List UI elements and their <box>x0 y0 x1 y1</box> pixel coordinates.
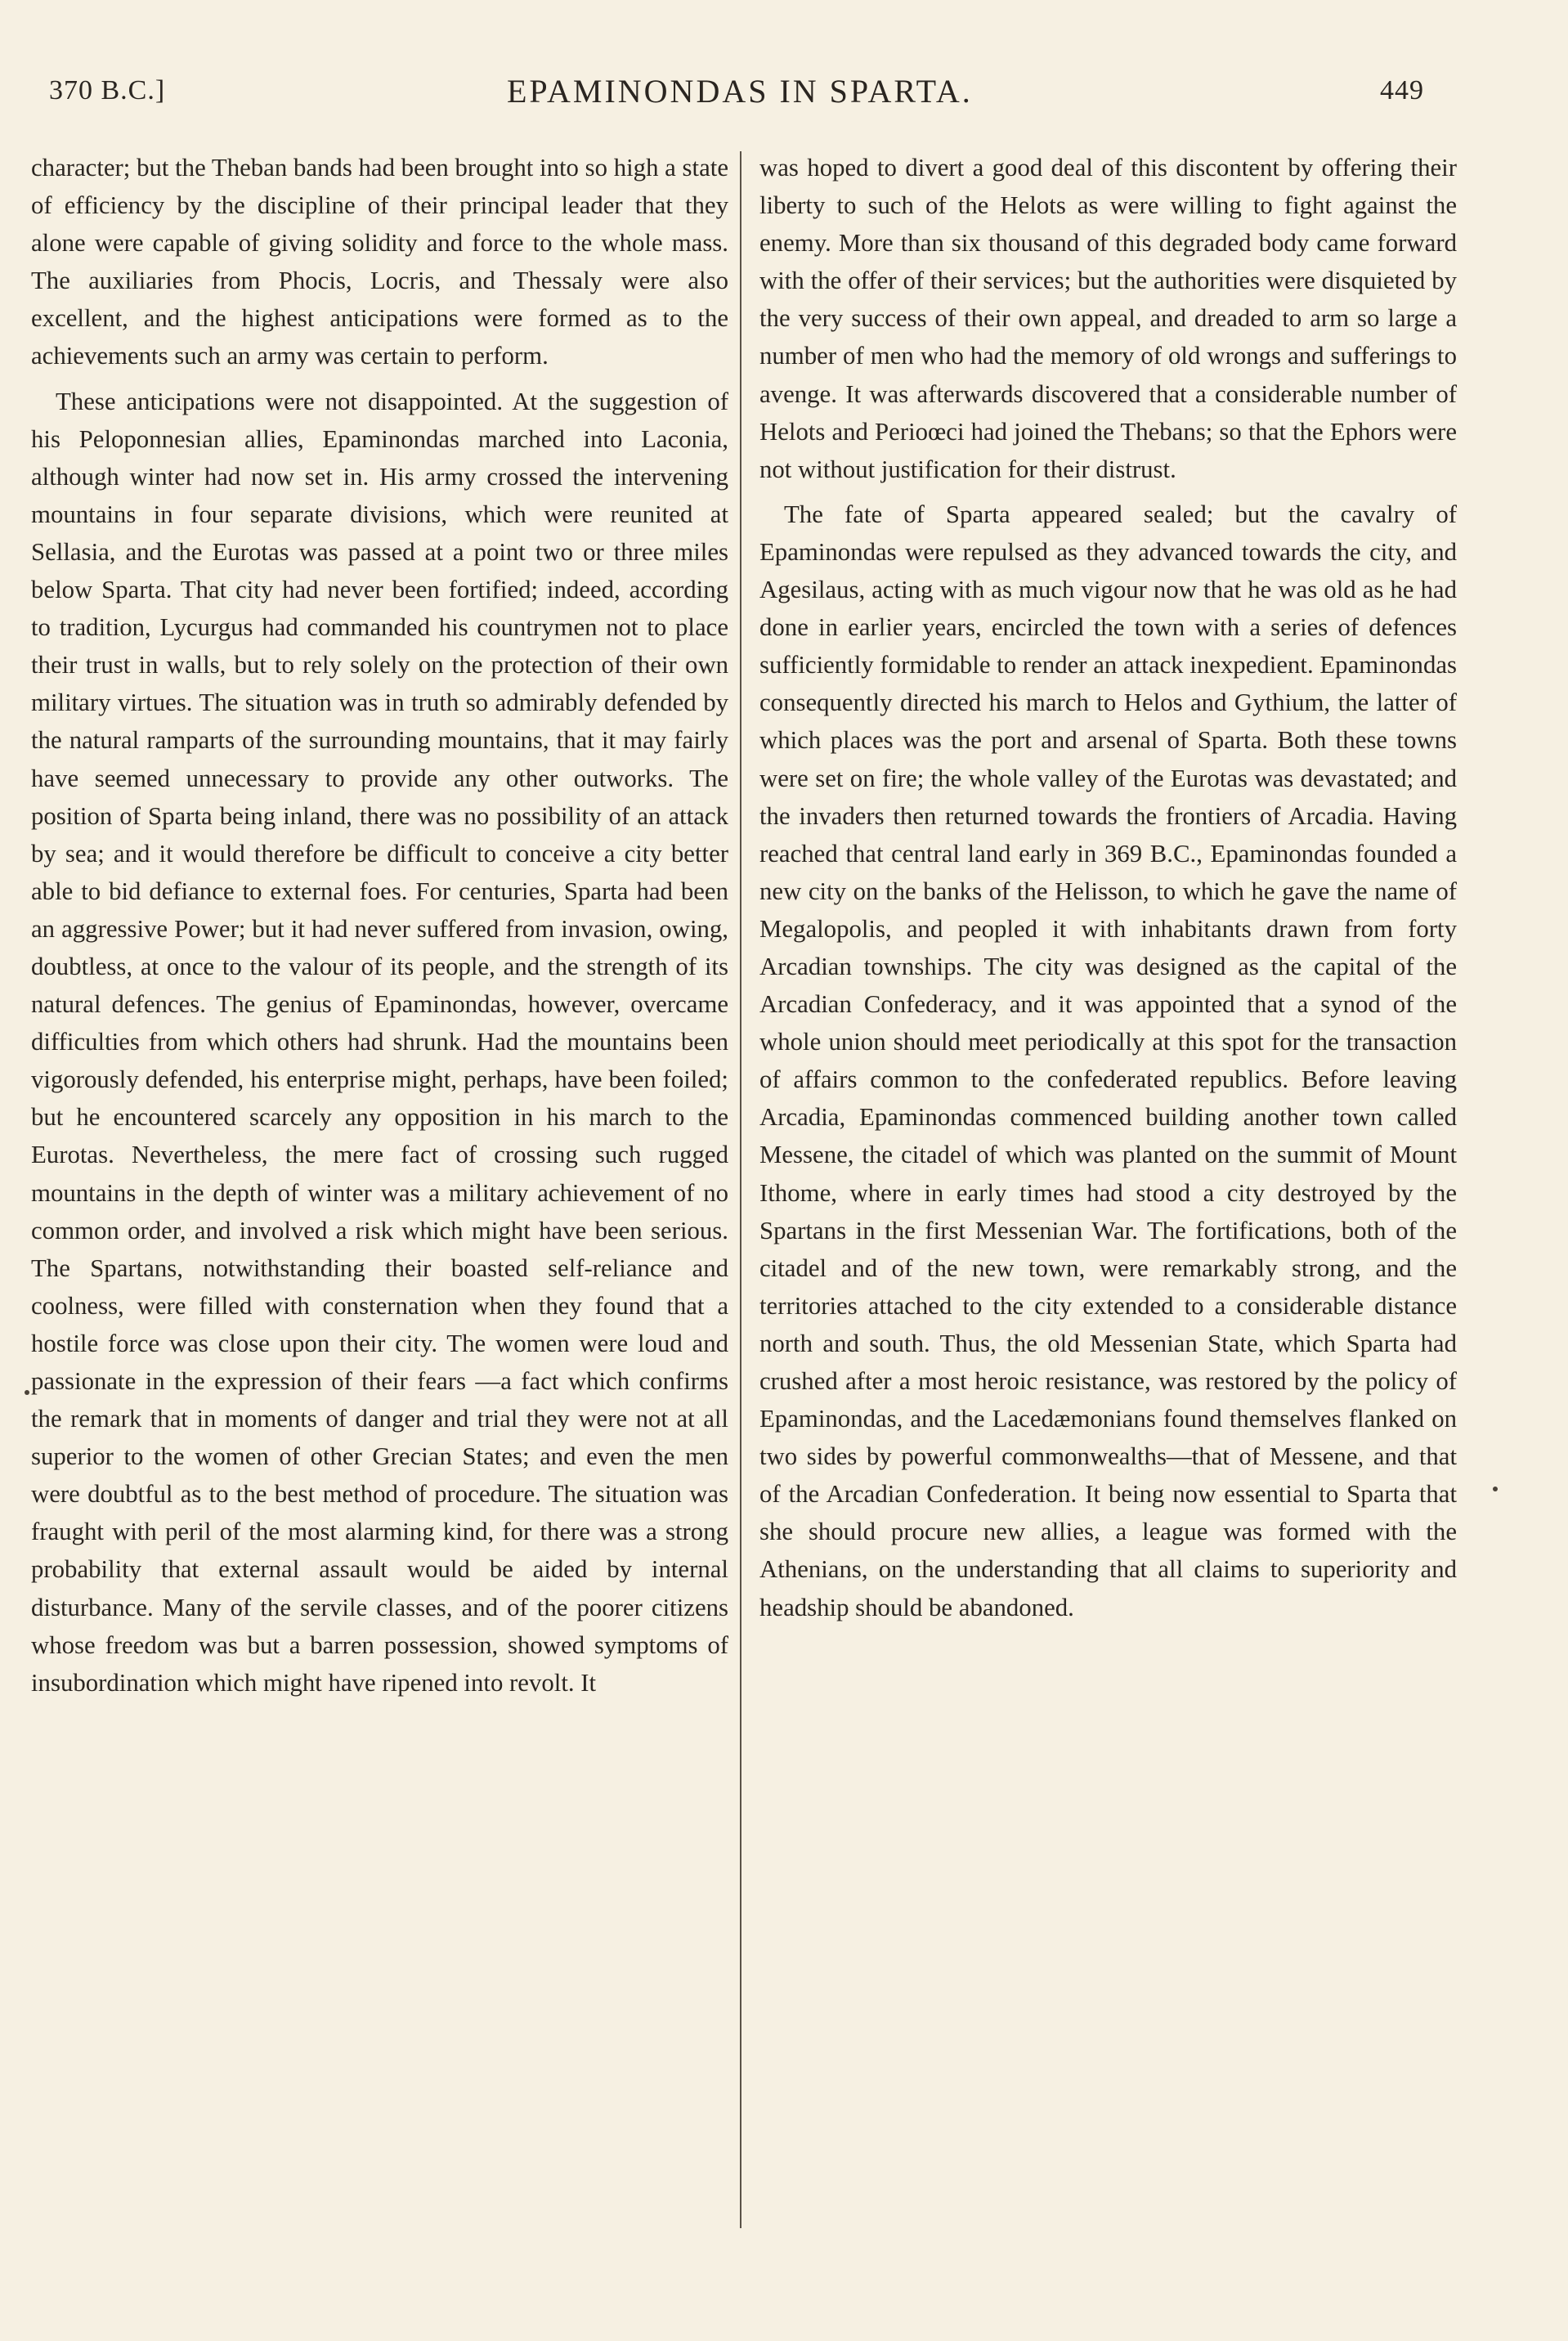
header-date: 370 B.C.] <box>49 75 166 105</box>
header-title: EPAMINONDAS IN SPARTA. <box>507 73 973 110</box>
paragraph: character; but the Theban bands had been brought into so high a state of efficiency by the discipline of their principal leader that they alone were capable of giving solidity and force to the whole mass. The auxiliaries from Phocis, Locris, and Thessaly were also excellent, and the highest anticipations were formed as to the achievements such an army was certain to perform. <box>31 154 728 370</box>
page-number: 449 <box>1380 75 1424 105</box>
left-column <box>31 149 728 1702</box>
running-header <box>49 72 1439 121</box>
column-divider <box>740 151 741 2228</box>
paragraph: was hoped to divert a good deal of this discontent by offering their liberty to such of the Helots as were willing to fight against the enemy. More than six thousand of this degraded body came forward with the offer of their services; but the authorities were disquieted by the very success of their own appeal, and dreaded to arm so large a number of men who had the memory of old wrongs and sufferings to avenge. It was afterwards discovered that a considerable number of Helots and Perioœci had joined the Thebans; so that the Ephors were not without justification for their distrust. <box>759 154 1457 483</box>
margin-mark <box>1493 1487 1498 1491</box>
paragraph: These anticipations were not disappointed. At the suggestion of his Peloponnesian allies, Epaminondas marched into Laconia, although winter had now set in. His army crossed the intervening mountains in four separate divisions, which were reunited at Sellasia, and the Eurotas was passed at a point two or three miles below Sparta. That city had never been fortified; indeed, according to tradition, Lycurgus had commanded his countrymen not to place their trust in walls, but to rely solely on the protection of their own military virtues. The situation was in truth so admirably defended by the natural ramparts of the surrounding mountains, that it may fairly have seemed unnecessary to provide any other outworks. The position of Sparta being inland, there was no possibility of an attack by sea; and it would therefore be difficult to conceive a city better able to bid defiance to external foes. For centuries, Sparta had been an aggressive Power; but it had never suffered from invasion, owing, doubtless, at once to the valour of its people, and the strength of its natural defences. The genius of Epaminondas, however, overcame difficulties from which others had shrunk. Had the mountains been vigorously defended, his enterprise might, perhaps, have been foiled; but he encountered scarcely any opposition in his march to the Eurotas. Nevertheless, the mere fact of crossing such rugged mountains in the depth of winter was a military achievement of no common order, and involved a risk which might have been serious. The Spartans, notwithstanding their boasted self-reliance and coolness, were filled with consternation when they found that a hostile force was close upon their city. The women were loud and passionate in the expression of their fears —a fact which confirms the remark that in moments of danger and trial they were not at all superior to the women of other Grecian States; and even the men were doubtful as to the best method of procedure. The situation was fraught with peril of the most alarming kind, for there was a strong probability that external assault would be aided by internal disturbance. Many of the servile classes, and of the poorer citizens whose freedom was but a barren possession, showed symptoms of insubordination which might have ripened into revolt. It <box>31 387 728 1697</box>
right-column <box>759 149 1457 1626</box>
margin-mark <box>25 1390 29 1395</box>
paragraph: The fate of Sparta appeared sealed; but the cavalry of Epaminondas were repulsed as they advanced towards the city, and Agesilaus, acting with as much vigour now that he was old as he had done in earlier years, encircled the town with a series of defences sufficiently formidable to render an attack inexpedient. Epaminondas consequently directed his march to Helos and Gythium, the latter of which places was the port and arsenal of Sparta. Both these towns were set on fire; the whole valley of the Eurotas was devastated; and the invaders then returned towards the frontiers of Arcadia. Having reached that central land early in 369 B.C., Epaminondas founded a new city on the banks of the Helisson, to which he gave the name of Megalopolis, and peopled it with inhabitants drawn from forty Arcadian townships. The city was designed as the capital of the Arcadian Confederacy, and it was appointed that a synod of the whole union should meet periodically at this spot for the transaction of affairs common to the confederated republics. Before leaving Arcadia, Epaminondas commenced building another town called Messene, the citadel of which was planted on the summit of Mount Ithome, where in early times had stood a city destroyed by the Spartans in the first Messenian War. The fortifications, both of the citadel and of the new town, were remarkably strong, and the territories attached to the city extended to a considerable distance north and south. Thus, the old Messenian State, which Sparta had crushed after a most heroic resistance, was restored by the policy of Epaminondas, and the Lacedæmonians found themselves flanked on two sides by powerful commonwealths—that of Messene, and that of the Arcadian Confederation. It being now essential to Sparta that she should procure new allies, a league was formed with the Athenians, on the understanding that all claims to superiority and headship should be abandoned. <box>759 500 1457 1621</box>
